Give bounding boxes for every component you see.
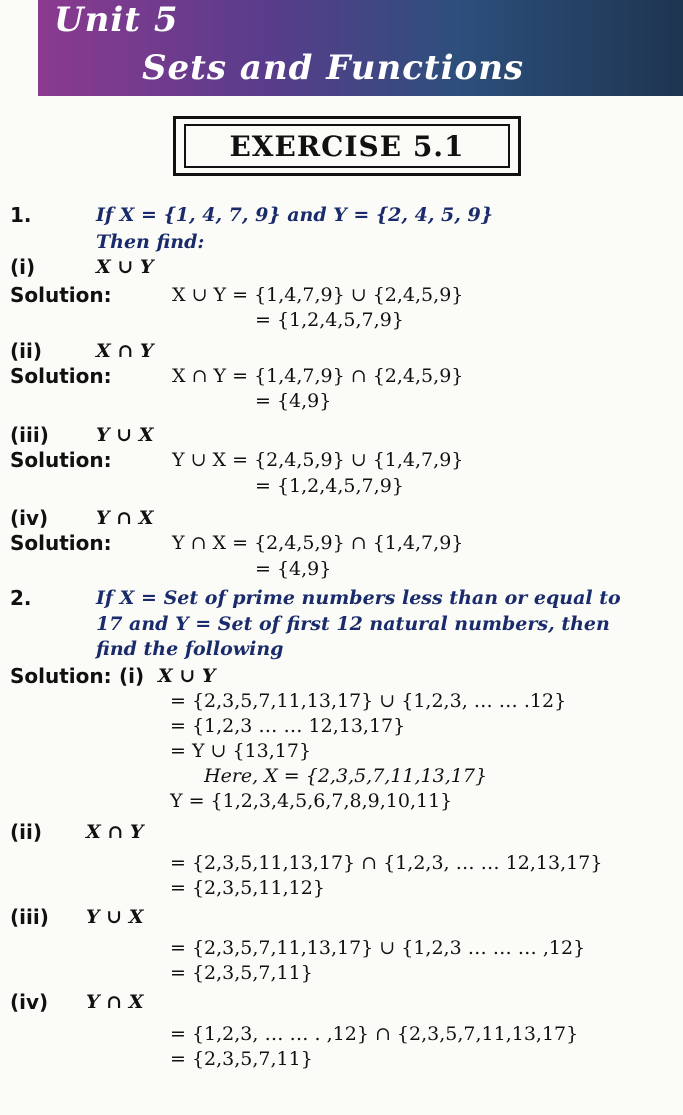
- q2-part-ii-line2: = {2,3,5,11,12}: [170, 877, 325, 899]
- q1-part-ii-line1: X ∩ Y = {1,4,7,9} ∩ {2,4,5,9}: [172, 365, 464, 387]
- q2-number: 2.: [10, 586, 32, 610]
- q1-part-iv-line1: Y ∩ X = {2,4,5,9} ∩ {1,4,7,9}: [172, 532, 464, 554]
- q2-part-iv-expr: Y ∩ X: [86, 991, 144, 1013]
- q1-part-iii-solution-label: Solution:: [10, 448, 112, 472]
- q1-part-i-expr: X ∪ Y: [96, 256, 154, 278]
- q2-part-iv-line2: = {2,3,5,7,11}: [170, 1048, 313, 1070]
- q1-part-iv-solution-label: Solution:: [10, 531, 112, 555]
- q1-part-ii-label: (ii): [10, 339, 42, 363]
- q2-part-i-expr: X ∪ Y: [158, 665, 216, 687]
- q2-statement-line1: If X = Set of prime numbers less than or equal to: [96, 587, 621, 609]
- q2-solution-label: Solution:: [10, 664, 112, 688]
- q1-part-iv-expr: Y ∩ X: [96, 507, 154, 529]
- q2-part-iii-line1: = {2,3,5,7,11,13,17} ∪ {1,2,3 … … … ,12}: [170, 937, 586, 959]
- q1-part-iv-line2: = {4,9}: [255, 558, 332, 580]
- q2-part-i-line5: Y = {1,2,3,4,5,6,7,8,9,10,11}: [170, 790, 453, 812]
- q2-part-i-line3: = Y ∪ {13,17}: [170, 740, 312, 762]
- q2-part-i-label: (i): [119, 664, 145, 688]
- q1-part-ii-line2: = {4,9}: [255, 390, 332, 412]
- q2-part-iii-expr: Y ∪ X: [86, 906, 144, 928]
- q1-then-find: Then find:: [96, 231, 205, 253]
- q2-part-iii-line2: = {2,3,5,7,11}: [170, 962, 313, 984]
- q2-part-i-line2: = {1,2,3 … … 12,13,17}: [170, 715, 406, 737]
- unit-title: Sets and Functions: [142, 48, 525, 88]
- q2-part-i-line1: = {2,3,5,7,11,13,17} ∪ {1,2,3, … … .12}: [170, 690, 567, 712]
- q1-part-i-line2: = {1,2,4,5,7,9}: [255, 309, 404, 331]
- q1-part-iii-expr: Y ∪ X: [96, 424, 154, 446]
- q1-part-ii-solution-label: Solution:: [10, 364, 112, 388]
- q1-part-iii-line1: Y ∪ X = {2,4,5,9} ∪ {1,4,7,9}: [172, 449, 464, 471]
- q1-part-i-label: (i): [10, 255, 36, 279]
- unit-number: Unit 5: [54, 0, 179, 40]
- exercise-title: EXERCISE 5.1: [184, 124, 510, 168]
- q2-part-iv-label: (iv): [10, 990, 49, 1014]
- q1-part-i-line1: X ∪ Y = {1,4,7,9} ∪ {2,4,5,9}: [172, 284, 464, 306]
- q1-part-iii-line2: = {1,2,4,5,7,9}: [255, 475, 404, 497]
- q2-statement-line2: 17 and Y = Set of first 12 natural numbers, then: [96, 613, 610, 635]
- q2-part-i-line4: Here, X = {2,3,5,7,11,13,17}: [204, 765, 488, 787]
- q2-part-ii-label: (ii): [10, 820, 42, 844]
- q1-part-iii-label: (iii): [10, 423, 49, 447]
- q2-part-iii-label: (iii): [10, 905, 49, 929]
- exercise-title-box: [173, 116, 521, 176]
- q1-statement: If X = {1, 4, 7, 9} and Y = {2, 4, 5, 9}: [96, 204, 493, 226]
- q1-part-i-solution-label: Solution:: [10, 283, 112, 307]
- q2-part-ii-line1: = {2,3,5,11,13,17} ∩ {1,2,3, … … 12,13,17}: [170, 852, 603, 874]
- q2-statement-line3: find the following: [96, 638, 284, 660]
- q2-part-ii-expr: X ∩ Y: [86, 821, 144, 843]
- q1-part-iv-label: (iv): [10, 506, 49, 530]
- q1-number: 1.: [10, 203, 32, 227]
- q1-part-ii-expr: X ∩ Y: [96, 340, 154, 362]
- q2-part-iv-line1: = {1,2,3, … … . ,12} ∩ {2,3,5,7,11,13,17}: [170, 1023, 579, 1045]
